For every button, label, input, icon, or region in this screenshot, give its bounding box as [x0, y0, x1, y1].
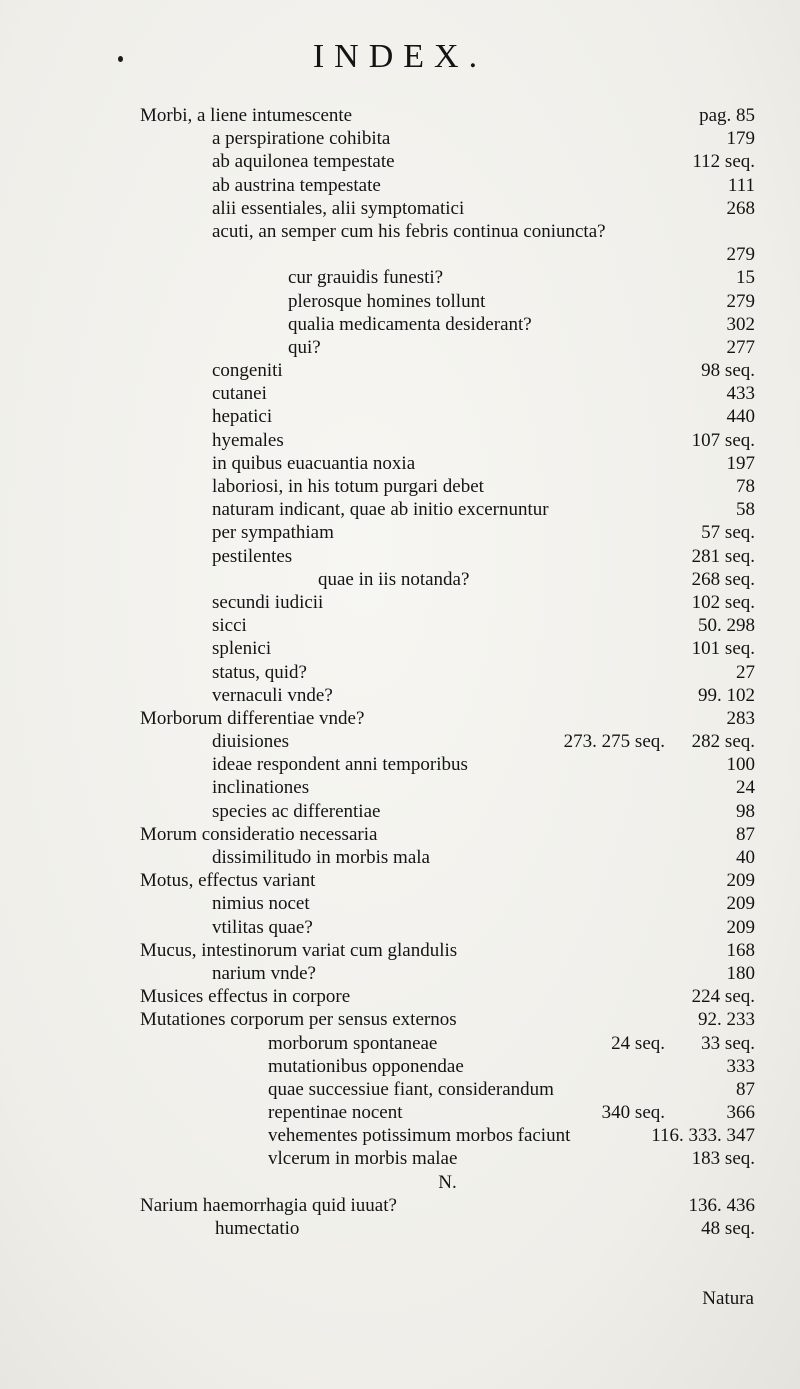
entry-page-ref: 48 seq.	[701, 1218, 755, 1239]
entry-page-ref: 179	[726, 128, 755, 150]
entry-term: alii essentiales, alii symptomatici	[212, 197, 465, 219]
entry-page-ref: 107 seq.	[691, 429, 755, 451]
entry-term: ab aquilonea tempestate	[212, 151, 395, 173]
entry-term: vehementes potissimum morbos faciunt	[268, 1125, 571, 1147]
index-entry	[140, 869, 755, 892]
index-entry	[140, 1032, 755, 1055]
index-entry	[140, 150, 755, 173]
index-entry	[140, 452, 755, 475]
entry-page-ref: 340 seq.	[601, 1102, 665, 1124]
entry-term: vlcerum in morbis malae	[268, 1148, 458, 1170]
entry-term: species ac differentiae	[212, 800, 381, 822]
entry-page-ref: 366	[726, 1102, 755, 1124]
entry-term: cur grauidis funesti?	[288, 267, 444, 289]
entry-page-ref: 209	[726, 916, 755, 938]
index-entry	[140, 591, 755, 614]
index-entry	[140, 290, 755, 313]
entry-page-ref: 279	[726, 244, 755, 266]
entry-page-ref: 433	[726, 383, 755, 405]
entry-page-ref: 24	[736, 777, 755, 799]
index-entry	[140, 220, 755, 243]
entry-page-ref: 99. 102	[698, 684, 755, 706]
entry-page-ref: 197	[726, 452, 755, 474]
index-entry	[140, 985, 755, 1008]
entry-term: hepatici	[212, 406, 273, 428]
entry-page-ref: 183 seq.	[691, 1148, 755, 1170]
entry-term: plerosque homines tollunt	[288, 290, 486, 312]
entry-page-ref: 27	[736, 661, 755, 683]
index-entry	[140, 707, 755, 730]
entry-term: Morborum differentiae vnde?	[140, 707, 365, 729]
entry-term: Musices effectus in corpore	[140, 986, 351, 1008]
entry-term: diuisiones	[212, 731, 290, 753]
index-entry	[140, 939, 755, 962]
index-entry	[140, 266, 755, 289]
index-entry	[140, 846, 755, 869]
entry-page-ref: 168	[726, 939, 755, 961]
index-entries	[140, 104, 755, 1240]
entry-page-ref: 279	[726, 290, 755, 312]
entry-page-ref: 273. 275 seq.	[563, 731, 665, 753]
entry-page-ref: 282 seq.	[691, 731, 755, 753]
entry-term: status, quid?	[212, 661, 307, 683]
entry-page-ref: 209	[726, 870, 755, 892]
entry-term: vtilitas quae?	[212, 916, 313, 938]
entry-term: acuti, an semper cum his febris continua coniuncta?	[212, 220, 606, 242]
entry-term: vernaculi vnde?	[212, 684, 333, 706]
entry-page-ref: 277	[726, 336, 755, 358]
entry-term: Mutationes corporum per sensus externos	[140, 1009, 457, 1031]
index-entry	[140, 753, 755, 776]
index-entry	[140, 475, 755, 498]
entry-term: pestilentes	[212, 545, 293, 567]
entry-term: Mucus, intestinorum variat cum glandulis	[140, 939, 458, 961]
entry-page-ref: 100	[726, 754, 755, 776]
entry-page-ref: 281 seq.	[691, 545, 755, 567]
entry-term: hyemales	[212, 429, 284, 451]
index-entry	[140, 382, 755, 405]
index-entry	[140, 1194, 755, 1217]
index-entry	[140, 498, 755, 521]
entry-page-ref: 283	[726, 707, 755, 729]
entry-page-ref: 112 seq.	[692, 151, 755, 173]
entry-page-ref: 268	[726, 197, 755, 219]
index-entry	[140, 1055, 755, 1078]
section-letter: N.	[438, 1171, 457, 1193]
index-entry	[140, 637, 755, 660]
entry-page-ref: 268 seq.	[691, 568, 755, 590]
index-entry	[140, 776, 755, 799]
index-entry	[140, 614, 755, 637]
entry-page-ref: 78	[736, 476, 755, 497]
entry-term: mutationibus opponendae	[268, 1055, 464, 1077]
entry-page-ref: 40	[736, 847, 755, 868]
entry-page-ref: 180	[726, 962, 755, 984]
entry-page-ref: 15	[736, 267, 755, 289]
entry-page-ref: 101 seq.	[691, 638, 755, 660]
entry-term: qualia medicamenta desiderant?	[288, 313, 532, 335]
index-entry	[140, 823, 755, 846]
index-entry	[140, 916, 755, 939]
entry-page-ref: 92. 233	[698, 1009, 755, 1031]
entry-page-ref: 224 seq.	[691, 986, 755, 1008]
entry-page-ref: 50. 298	[698, 615, 755, 637]
entry-page-ref: 98 seq.	[701, 360, 755, 382]
page-title: INDEX.	[312, 38, 488, 75]
entry-page-ref: 87	[736, 823, 755, 845]
index-entry	[140, 892, 755, 915]
entry-page-ref: 87	[736, 1078, 755, 1100]
index-entry	[140, 127, 755, 150]
entry-term: a perspiratione cohibita	[212, 128, 391, 150]
entry-page-ref: 58	[736, 499, 755, 521]
index-entry	[140, 1101, 755, 1124]
entry-term: ideae respondent anni temporibus	[212, 754, 468, 776]
entry-term: qui?	[288, 336, 321, 358]
index-entry	[140, 1124, 755, 1147]
index-entry	[140, 1008, 755, 1031]
index-entry	[140, 1078, 755, 1101]
entry-term: secundi iudicii	[212, 591, 324, 613]
index-entry	[140, 243, 755, 266]
entry-page-ref: 302	[726, 313, 755, 335]
index-entry	[140, 545, 755, 568]
entry-term: narium vnde?	[212, 962, 316, 984]
index-entry	[140, 661, 755, 684]
entry-term: morborum spontaneae	[268, 1032, 438, 1054]
entry-term: laboriosi, in his totum purgari debet	[212, 476, 484, 497]
entry-page-ref: 111	[727, 174, 755, 196]
entry-term: cutanei	[212, 383, 267, 405]
entry-page-ref: pag. 85	[699, 105, 755, 126]
index-entry	[140, 359, 755, 382]
entry-page-ref: 24 seq.	[611, 1032, 665, 1054]
index-entry	[140, 521, 755, 544]
index-entry	[140, 336, 755, 359]
index-entry	[140, 730, 755, 753]
entry-term: Morbi, a liene intumescente	[140, 105, 353, 126]
entry-term: humectatio	[215, 1218, 300, 1239]
entry-term: Morum consideratio necessaria	[140, 823, 378, 845]
catchword: Natura	[702, 1288, 754, 1309]
index-entry	[140, 405, 755, 428]
index-entry	[140, 104, 755, 127]
entry-term: inclinationes	[212, 777, 310, 799]
entry-page-ref: 209	[726, 893, 755, 915]
entry-term: dissimilitudo in morbis mala	[212, 847, 430, 868]
index-entry	[140, 684, 755, 707]
entry-term: naturam indicant, quae ab initio excernuntur	[212, 499, 549, 521]
entry-page-ref: 136. 436	[688, 1194, 755, 1216]
index-entry	[140, 800, 755, 823]
index-entry	[140, 568, 755, 591]
entry-page-ref: 333	[726, 1055, 755, 1077]
index-entry	[140, 174, 755, 197]
entry-term: quae successiue fiant, considerandum	[268, 1078, 554, 1100]
entry-term: splenici	[212, 638, 272, 660]
entry-term: quae in iis notanda?	[318, 568, 470, 590]
index-entry	[140, 313, 755, 336]
entry-term: ab austrina tempestate	[212, 174, 381, 196]
entry-page-ref: 116. 333. 347	[651, 1125, 755, 1147]
index-entry	[140, 1171, 755, 1194]
entry-page-ref: 440	[726, 406, 755, 428]
entry-term: congeniti	[212, 360, 283, 382]
entry-term: sicci	[212, 615, 247, 637]
index-entry	[140, 197, 755, 220]
entry-term: per sympathiam	[212, 522, 334, 544]
entry-page-ref: 98	[736, 800, 755, 822]
index-entry	[140, 429, 755, 452]
entry-page-ref: 33 seq.	[701, 1032, 755, 1054]
entry-term: Narium haemorrhagia quid iuuat?	[140, 1194, 397, 1216]
entry-term: repentinae nocent	[268, 1102, 403, 1124]
entry-term: in quibus euacuantia noxia	[212, 452, 416, 474]
entry-term: nimius nocet	[212, 893, 310, 915]
entry-page-ref: 57 seq.	[701, 522, 755, 544]
entry-term: Motus, effectus variant	[140, 870, 316, 892]
index-entry	[140, 1147, 755, 1170]
index-entry	[140, 1217, 755, 1240]
entry-page-ref: 102 seq.	[691, 591, 755, 613]
index-entry	[140, 962, 755, 985]
